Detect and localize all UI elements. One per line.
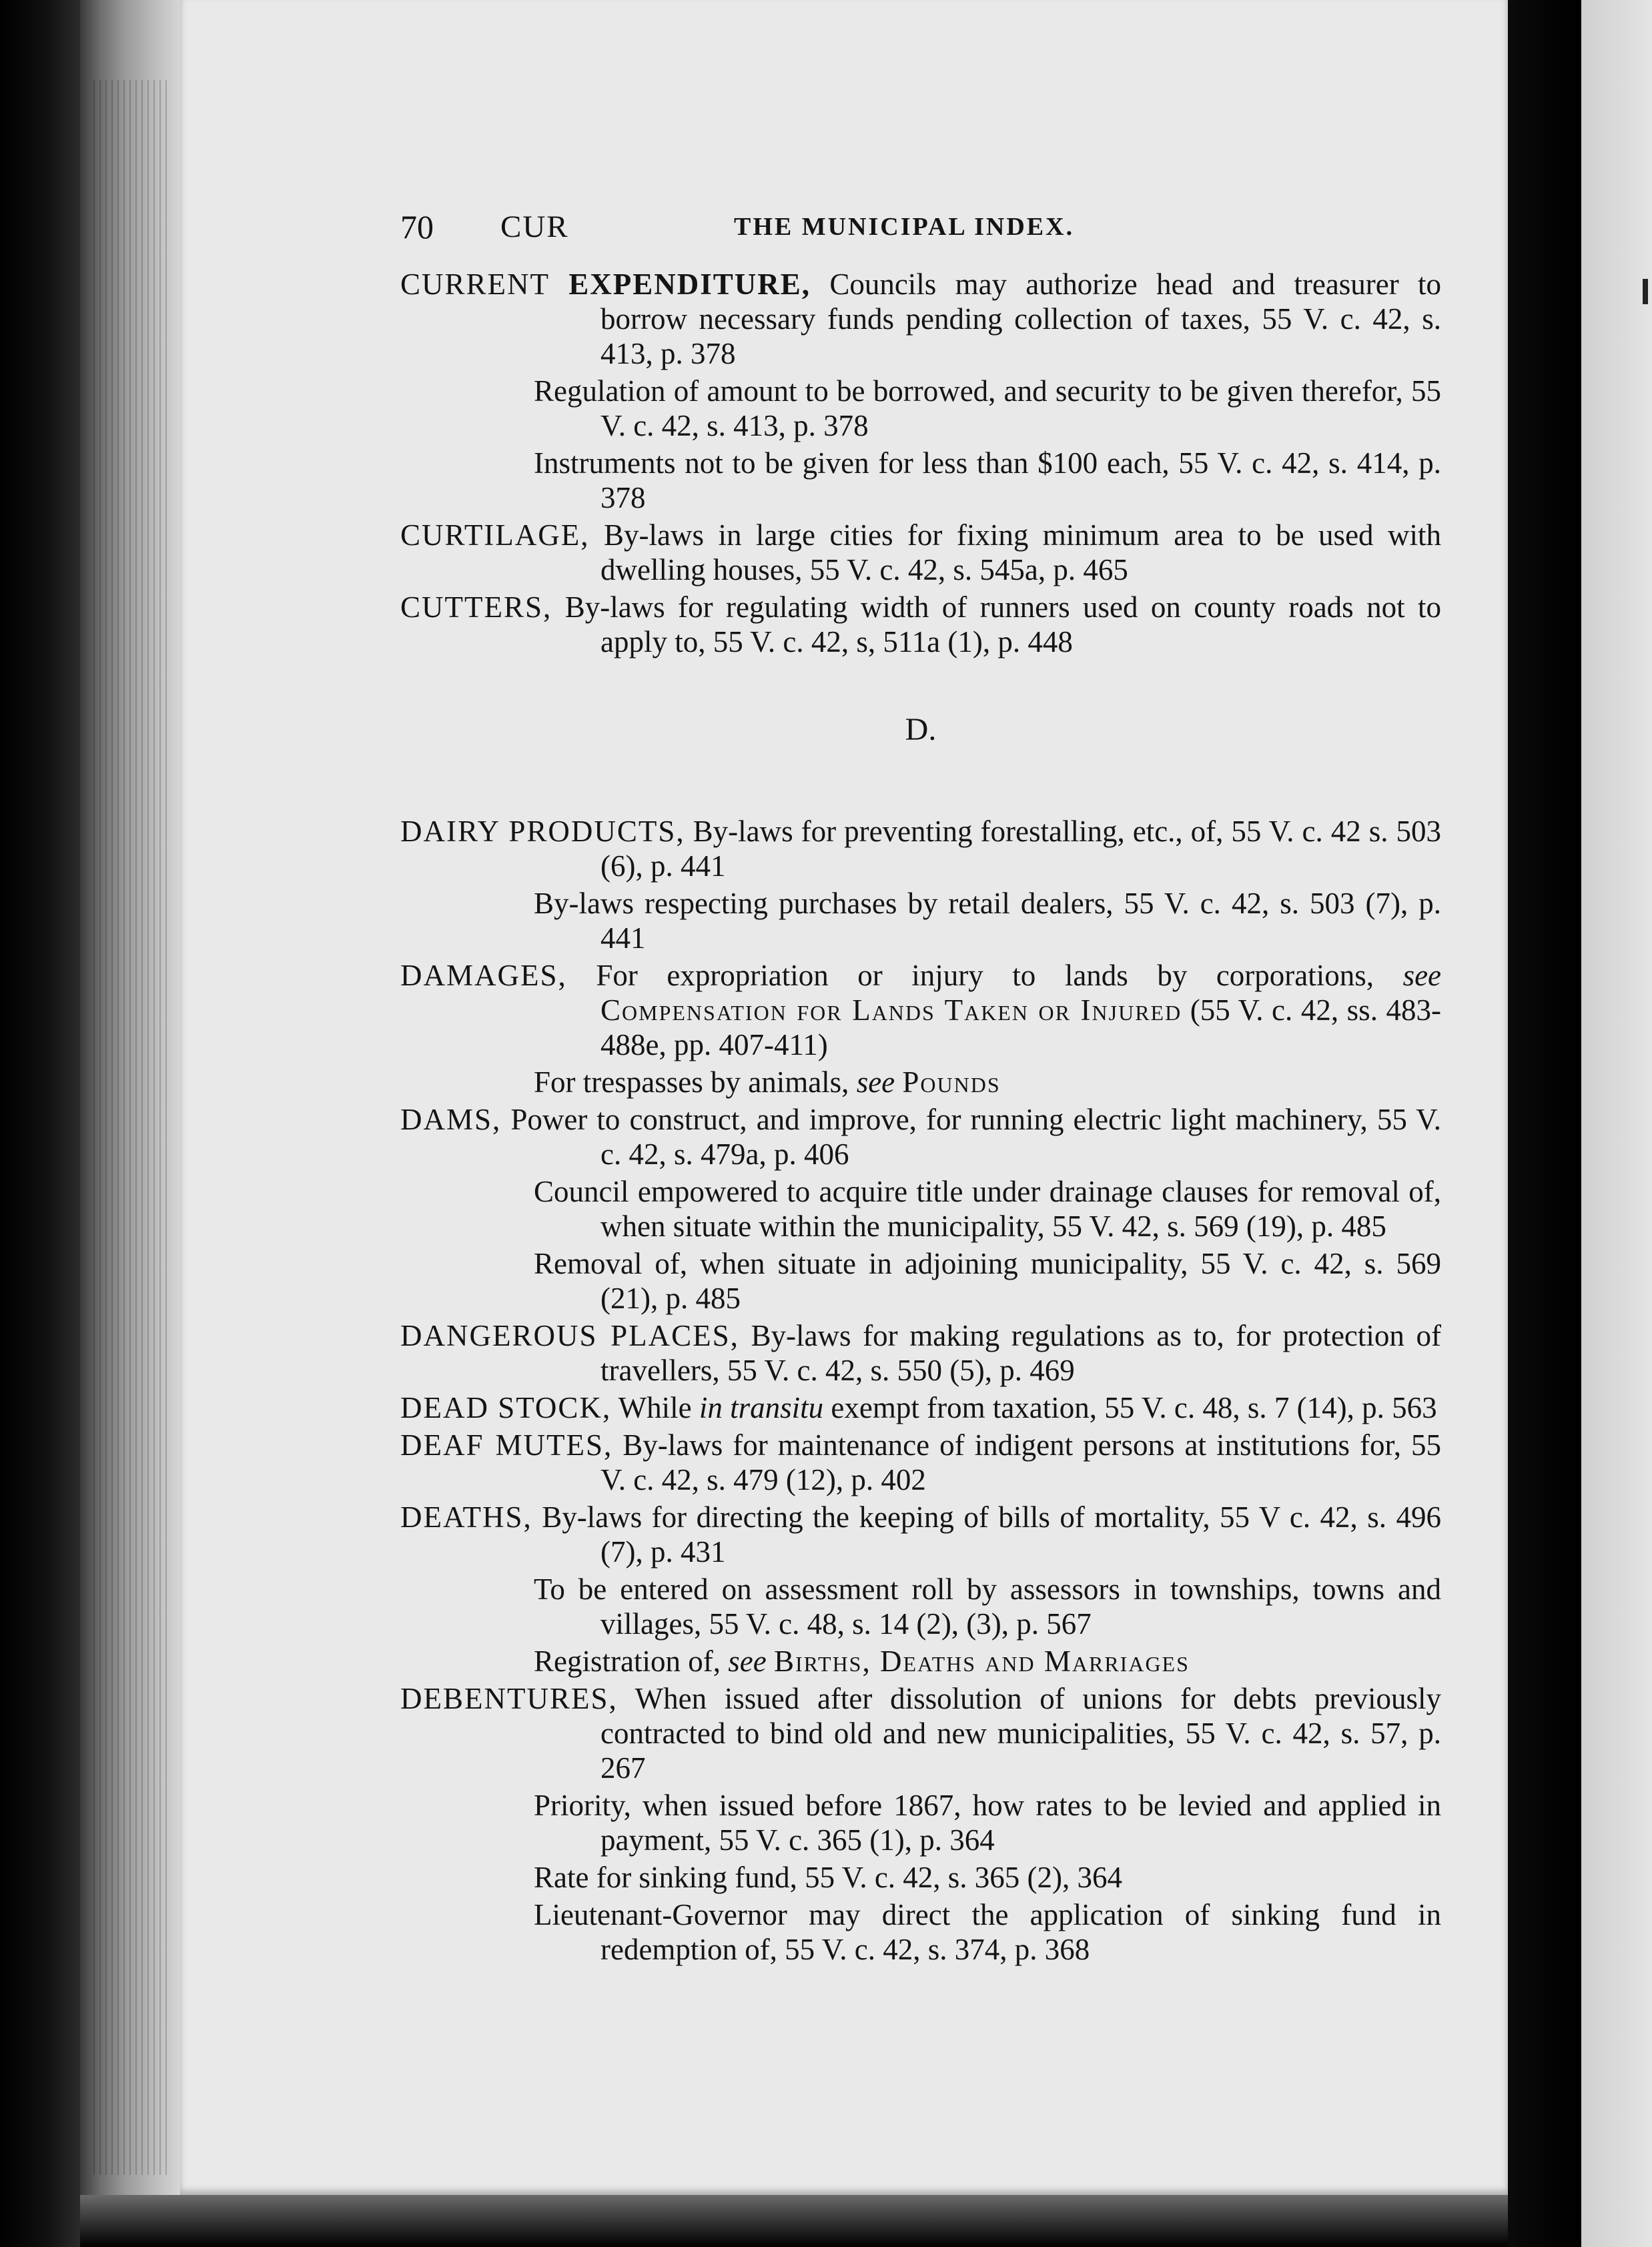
see-reference: see <box>1402 959 1442 992</box>
index-subentry: Regulation of amount to be borrowed, and security to be given therefor, 55 V. c. 42, s. 413, p. 378 <box>534 374 1441 442</box>
entry-text: By-laws for regulating width of runners used on county roads not to apply to, 55 V. c. 42, s, 511a (1), p. 448 <box>564 590 1442 658</box>
index-subentry: Council empowered to acquire title under drainage clauses for removal of, when situate within the municipality, 55 V. 42, s. 569 (19), p. 485 <box>534 1175 1441 1243</box>
index-entry-dairy-products <box>400 814 1441 883</box>
page-number: 70 <box>400 208 434 246</box>
entry-text: When issued after dissolution of unions for debts previously contracted to bind old and new municipalities, 55 V. c. 42, s. 57, p. 267 <box>600 1682 1442 1785</box>
entry-headword: DAMS, <box>400 1103 502 1136</box>
entry-headword: CURTILAGE, <box>400 518 590 552</box>
index-subentry: Priority, when issued before 1867, how rates to be levied and applied in payment, 55 V. c. 365 (1), p. 364 <box>534 1789 1441 1857</box>
index-subentry: Instruments not to be given for less than $100 each, 55 V. c. 42, s. 414, p. 378 <box>534 446 1441 514</box>
cross-reference: Pounds <box>902 1065 1001 1099</box>
entry-headword: DEATHS, <box>400 1500 532 1534</box>
index-subentry <box>400 1065 1441 1099</box>
scan-left-shadow <box>0 0 80 2247</box>
entry-text: By-laws for maintenance of indigent persons at institutions for, 55 V. c. 42, s. 479 (12), p. 402 <box>600 1428 1441 1496</box>
entry-headword: DEAD STOCK, <box>400 1391 612 1424</box>
entry-text: By-laws for preventing forestalling, etc., of, 55 V. c. 42 s. 503 (6), p. 441 <box>600 815 1442 883</box>
adjacent-page-edge <box>1581 0 1652 2247</box>
entry-text: For expropriation or injury to lands by corporations, <box>596 959 1374 992</box>
entry-text: exempt from taxation, 55 V. c. 48, s. 7 (14), p. 563 <box>831 1391 1437 1424</box>
index-subentry: Removal of, when situate in adjoining municipality, 55 V. c. 42, s. 569 (21), p. 485 <box>534 1247 1441 1315</box>
subentry-text: For trespasses by animals, <box>534 1065 849 1099</box>
index-entry-dams <box>400 1102 1441 1172</box>
index-entry-cutters <box>400 590 1441 659</box>
entry-text: (55 V. c. 42, ss. 483-488e, pp. 407-411) <box>600 993 1441 1061</box>
entry-text: Councils may authorize head and treasurer to borrow necessary funds pending collection of taxes, 55 V. c. 42, s. 413, p. 378 <box>600 268 1442 370</box>
section-letter: D. <box>905 712 937 747</box>
entry-text: Power to construct, and improve, for running electric light machinery, 55 V. c. 42, s. 479a, p. 406 <box>510 1103 1442 1171</box>
index-subentry: To be entered on assessment roll by assessors in townships, towns and villages, 55 V. c. 48, s. 14 (2), (3), p. 567 <box>534 1572 1441 1641</box>
index-entry-current-expenditure <box>400 267 1441 371</box>
entry-headword: DAMAGES, <box>400 959 567 992</box>
entry-headword: DANGEROUS PLACES, <box>400 1319 739 1352</box>
index-subentry: Lieutenant-Governor may direct the application of sinking fund in redemption of, 55 V. c. 42, s. 374, p. 368 <box>534 1898 1441 1966</box>
catchword: CUR <box>500 209 569 244</box>
index-subentry: Rate for sinking fund, 55 V. c. 42, s. 365 (2), 364 <box>534 1861 1123 1894</box>
index-entry-curtilage <box>400 518 1441 587</box>
entry-text: By-laws for making regulations as to, for protection of travellers, 55 V. c. 42, s. 550 (5), p. 469 <box>600 1319 1441 1387</box>
entry-headword: CUTTERS, <box>400 590 552 624</box>
index-entry-dangerous-places <box>400 1318 1441 1388</box>
cross-reference: Births, Deaths and Marriages <box>773 1645 1190 1678</box>
index-entry-damages <box>400 958 1441 1062</box>
index-entry-dead-stock <box>400 1390 1441 1425</box>
adjacent-page-mark <box>1643 279 1648 304</box>
cross-reference: Compensation for Lands Taken or Injured <box>600 993 1182 1027</box>
index-entry-debentures <box>400 1681 1441 1785</box>
entry-headword: DEBENTURES, <box>400 1682 618 1715</box>
index-subentry <box>400 1644 1441 1679</box>
latin-phrase: in transitu <box>699 1391 824 1424</box>
entry-text: By-laws in large cities for fixing minimum area to be used with dwelling houses, 55 V. c. 42, s. 545a, p. 465 <box>600 518 1442 586</box>
index-entry-deaf-mutes <box>400 1428 1441 1497</box>
subentry-text: Registration of, <box>534 1645 721 1678</box>
index-body <box>400 267 1441 1969</box>
index-entry-deaths <box>400 1500 1441 1569</box>
entry-text: By-laws for directing the keeping of bills of mortality, 55 V c. 42, s. 496 (7), p. 431 <box>542 1500 1441 1568</box>
running-header <box>400 200 1441 254</box>
page-bottom-edge <box>80 2195 1508 2247</box>
see-reference: see <box>856 1065 895 1099</box>
index-subentry: By-laws respecting purchases by retail dealers, 55 V. c. 42, s. 503 (7), p. 441 <box>534 887 1441 955</box>
entry-headword-bold: EXPENDITURE, <box>568 268 811 301</box>
scan-right-gutter <box>1508 0 1581 2247</box>
running-title: THE MUNICIPAL INDEX. <box>734 213 1075 241</box>
entry-text: While <box>618 1391 692 1424</box>
entry-headword: DEAF MUTES, <box>400 1428 613 1462</box>
entry-headword: CURRENT <box>400 268 550 301</box>
page-edge-lines <box>93 80 167 2175</box>
entry-headword: DAIRY PRODUCTS, <box>400 815 685 848</box>
see-reference: see <box>728 1645 767 1678</box>
